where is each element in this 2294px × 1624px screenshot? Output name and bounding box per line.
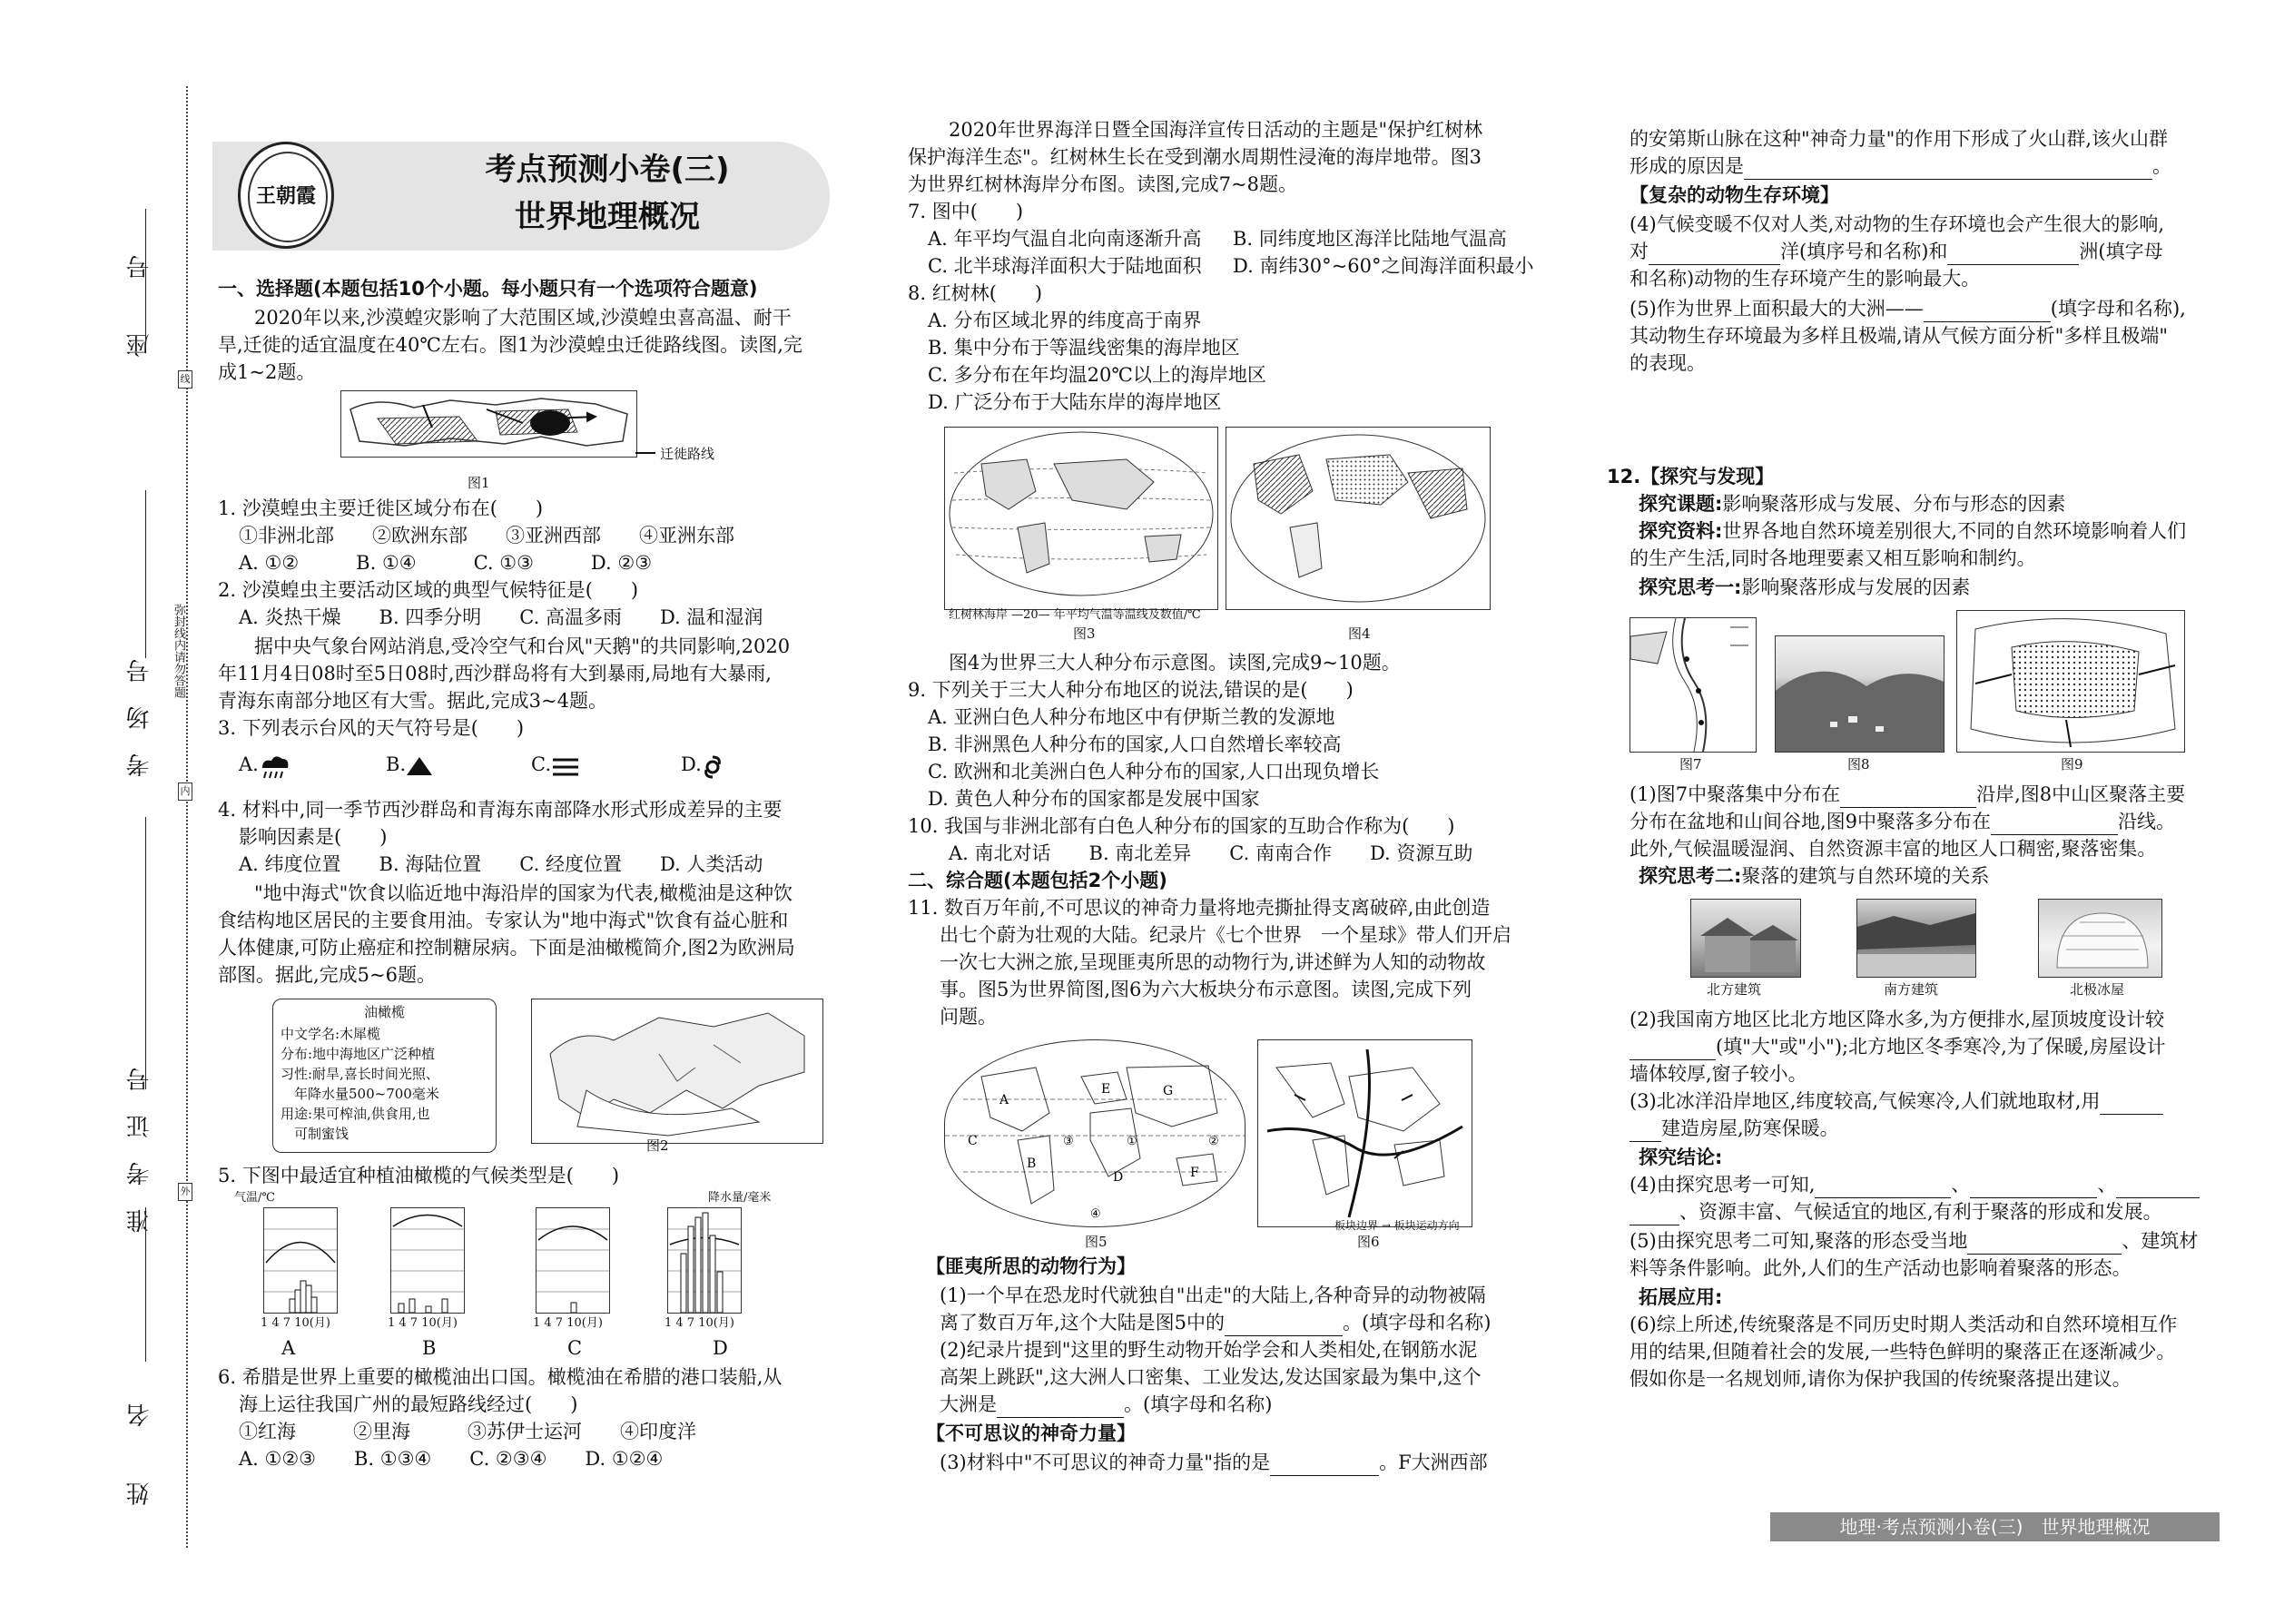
q11-part4-mid: 洋(填序号和名称)和 bbox=[1780, 241, 1948, 262]
figure-3-legend: 红树林海岸 —20— 年平均气温等温线及数值/℃ bbox=[949, 608, 1201, 622]
question-2-options[interactable]: A. 炎热干燥 B. 四季分明 C. 高温多雨 D. 温和湿润 bbox=[239, 606, 763, 628]
q11-part5-line: 其动物生存环境最为多样且极端,请从气候方面分析"多样且极端" bbox=[1629, 325, 2168, 347]
footer-bar bbox=[1770, 1512, 2220, 1541]
answer-blank-4[interactable] bbox=[1744, 159, 2152, 180]
question-4-options[interactable]: A. 纬度位置 B. 海陆位置 C. 经度位置 D. 人类活动 bbox=[239, 853, 763, 875]
question-12-heading: 12.【探究与发现】 bbox=[1607, 466, 1775, 487]
q11-part2-line: (2)纪录片提到"这里的野生动物开始学会和人类相处,在钢筋水泥 bbox=[940, 1339, 1478, 1361]
north-building-caption: 北方建筑 bbox=[1707, 981, 1762, 998]
igloo-photo bbox=[2038, 899, 2162, 978]
figure-3-mangrove-map bbox=[944, 427, 1218, 610]
figure-1-map bbox=[340, 390, 637, 458]
climate-chart-d bbox=[667, 1207, 742, 1314]
extend-label: 拓展应用: bbox=[1639, 1286, 1723, 1308]
q12-part5-line bbox=[1629, 1227, 2198, 1255]
research-material bbox=[1639, 517, 2186, 545]
olive-line: 习性:耐旱,喜长时间光照、 bbox=[281, 1066, 439, 1082]
think-two-text: 聚落的建筑与自然环境的关系 bbox=[1741, 865, 1990, 887]
answer-blank-2[interactable] bbox=[997, 1397, 1124, 1418]
answer-blank-13[interactable] bbox=[1970, 1177, 2097, 1198]
chart-d-label[interactable]: D bbox=[713, 1337, 728, 1359]
q7-option-c[interactable]: C. 北半球海洋面积大于陆地面积 bbox=[928, 255, 1202, 277]
think-one-text: 影响聚落形成与发展的因素 bbox=[1741, 576, 1971, 598]
q11-part3-suffix: 。F大洲西部 bbox=[1379, 1452, 1488, 1473]
q12-part2-text: (填"大"或"小");北方地区冬季寒冷,为了保暖,房屋设计 bbox=[1716, 1036, 2166, 1058]
research-material-cont: 的生产生活,同时各地理要素又相互影响和制约。 bbox=[1629, 547, 2036, 569]
seat-label: 座 号 bbox=[126, 231, 153, 358]
q8-option-d[interactable]: D. 广泛分布于大陆东岸的海岸地区 bbox=[928, 391, 1222, 413]
question-10-options[interactable]: A. 南北对话 B. 南北差异 C. 南南合作 D. 资源互助 bbox=[949, 842, 1473, 864]
answer-blank-5[interactable] bbox=[1649, 244, 1780, 265]
seal-warning: 弥封线内请勿答题 bbox=[172, 604, 185, 698]
exam-room-field[interactable] bbox=[145, 490, 146, 658]
q7-option-d[interactable]: D. 南纬30°~60°之间海洋面积最小 bbox=[1233, 255, 1534, 277]
q11-part2-text: 大洲是 bbox=[940, 1393, 997, 1415]
intro2-line: 年11月4日08时至5日08时,西沙群岛将有大到暴雨,局地有大暴雨, bbox=[218, 663, 772, 684]
think-one-label: 探究思考一: bbox=[1639, 576, 1742, 598]
month-axis: 1 4 7 10(月) bbox=[533, 1316, 603, 1330]
q11-part3-cont-text: 形成的原因是 bbox=[1629, 155, 1744, 177]
triangle-icon bbox=[405, 755, 434, 781]
q12-part5-text: (5)由探究思考二可知,聚落的形态受当地 bbox=[1629, 1230, 1968, 1252]
legend-line bbox=[635, 452, 655, 454]
figure-4-caption: 图4 bbox=[1348, 625, 1371, 642]
research-topic-text: 影响聚落形成与发展、分布与形态的因素 bbox=[1722, 493, 2066, 515]
q12-part1-mid: 沿岸,图8中山区聚落主要 bbox=[1976, 783, 2186, 805]
q12-part1-text2: 分布在盆地和山间谷地,图9中聚落多分布在 bbox=[1629, 811, 1992, 832]
q7-option-a[interactable]: A. 年平均气温自北向南逐渐升高 bbox=[928, 228, 1202, 250]
month-axis: 1 4 7 10(月) bbox=[261, 1316, 330, 1330]
q3-option-b-label[interactable]: B. bbox=[386, 753, 407, 775]
intro3-line: 部图。据此,完成5~6题。 bbox=[218, 964, 436, 986]
temp-axis-label: 气温/℃ bbox=[234, 1191, 275, 1205]
answer-blank-15[interactable] bbox=[1967, 1234, 2122, 1255]
name-label: 姓 名 bbox=[126, 1380, 153, 1506]
q12-part4-line bbox=[1629, 1198, 2162, 1225]
intro2-line: 据中央气象台网站消息,受冷空气和台风"天鹅"的共同影响,2020 bbox=[254, 635, 791, 657]
answer-blank-9[interactable] bbox=[1991, 814, 2118, 835]
answer-blank-14[interactable] bbox=[2116, 1177, 2200, 1198]
question-7: 7. 图中( ) bbox=[908, 201, 1024, 222]
q11-part5-text: (5)作为世界上面积最大的大洲—— bbox=[1629, 298, 1924, 320]
ticket-label: 准考证号 bbox=[126, 1044, 153, 1233]
seal-mark-2: 内 bbox=[178, 782, 192, 801]
q12-part6-line: 用的结果,但随着社会的发展,一些特色鲜明的聚落正在逐渐减少。 bbox=[1629, 1341, 2176, 1363]
svg-text:①: ① bbox=[1127, 1135, 1137, 1148]
month-axis: 1 4 7 10(月) bbox=[665, 1316, 734, 1330]
chart-a-label[interactable]: A bbox=[281, 1337, 296, 1359]
q12-part5-line: 料等条件影响。此外,人们的生产活动也影响着聚落的形态。 bbox=[1629, 1257, 2132, 1279]
svg-text:B: B bbox=[1027, 1156, 1037, 1171]
q11-part2-line: 高架上跳跃",这大洲人口密集、工业发达,发达国家最为集中,这个 bbox=[940, 1366, 1482, 1388]
q12-part1-line bbox=[1629, 808, 2175, 835]
question-6-options[interactable]: A. ①②③ B. ①③④ C. ②③④ D. ①②④ bbox=[239, 1448, 664, 1470]
q11-part5-line bbox=[1629, 295, 2186, 322]
figure-4-race-map bbox=[1226, 427, 1491, 610]
research-topic-label: 探究课题: bbox=[1639, 493, 1723, 515]
question-6: 6. 希腊是世界上重要的橄榄油出口国。橄榄油在希腊的港口装船,从 bbox=[218, 1366, 783, 1388]
question-11-line: 一次七大洲之旅,呈现匪夷所思的动物行为,讲述鲜为人知的动物故 bbox=[940, 951, 1486, 973]
figure-9-caption: 图9 bbox=[2061, 756, 2083, 773]
q12-part2-line: (2)我国南方地区比北方地区降水多,为方便排水,屋顶坡度设计较 bbox=[1629, 1009, 2165, 1030]
q11-part4-line bbox=[1629, 238, 2163, 265]
q11-part2-line bbox=[940, 1391, 1272, 1418]
q11-part5-line: 的表现。 bbox=[1629, 352, 1706, 374]
q12-part1-text: (1)图7中聚落集中分布在 bbox=[1629, 783, 1841, 805]
climate-chart-a bbox=[263, 1207, 338, 1314]
q11-part3-cont: 形成的原因是 。 bbox=[1629, 153, 2171, 180]
q9-option-d[interactable]: D. 黄色人种分布的国家都是发展中国家 bbox=[928, 788, 1260, 810]
question-3: 3. 下列表示台风的天气符号是( ) bbox=[218, 717, 525, 739]
chart-b-label[interactable]: B bbox=[422, 1337, 437, 1359]
q9-option-c[interactable]: C. 欧洲和北美洲白色人种分布的国家,人口出现负增长 bbox=[928, 761, 1380, 782]
question-4: 4. 材料中,同一季节西沙群岛和青海东南部降水形式形成差异的主要 bbox=[218, 799, 783, 821]
research-material-text: 世界各地自然环境差别很大,不同的自然环境影响着人们 bbox=[1722, 520, 2187, 542]
q11-part1-suffix: 。(填字母和名称) bbox=[1343, 1312, 1492, 1334]
name-field[interactable] bbox=[145, 1207, 146, 1362]
figure-1-legend: 迁徙路线 bbox=[660, 446, 715, 462]
question-11: 11. 数百万年前,不可思议的神奇力量将地壳撕扯得支离破碎,由此创造 bbox=[908, 897, 1491, 919]
svg-text:A: A bbox=[999, 1093, 1009, 1107]
seal-mark-3: 外 bbox=[178, 1183, 192, 1201]
rain-cloud-icon bbox=[257, 753, 293, 784]
q11-part4-end: 洲(填字母 bbox=[2079, 241, 2163, 262]
figure-3-caption: 图3 bbox=[1073, 625, 1096, 642]
fog-icon bbox=[551, 757, 580, 781]
q11-part1-line bbox=[940, 1309, 1491, 1336]
section-composite-heading: 二、综合题(本题包括2个小题) bbox=[908, 870, 1167, 891]
q12-part4-line: (4)由探究思考一可知, 、 、 bbox=[1629, 1171, 2200, 1198]
research-topic bbox=[1639, 490, 2065, 517]
q11-part1-text: 离了数百万年,这个大陆是图5中的 bbox=[940, 1312, 1226, 1334]
q7-option-b[interactable]: B. 同纬度地区海洋比陆地气温高 bbox=[1233, 228, 1507, 250]
seat-field[interactable] bbox=[145, 209, 146, 349]
climate-chart-c bbox=[536, 1207, 610, 1314]
think-two bbox=[1639, 862, 1989, 890]
q12-part1-end: 沿线。 bbox=[2118, 811, 2176, 832]
figure-1-caption: 图1 bbox=[468, 475, 490, 491]
question-9: 9. 下列关于三大人种分布地区的说法,错误的是( ) bbox=[908, 679, 1354, 701]
q11-part2-suffix: 。(填字母和名称) bbox=[1124, 1393, 1273, 1415]
figure-6-plates-map bbox=[1257, 1039, 1472, 1227]
igloo-caption: 北极冰屋 bbox=[2070, 981, 2125, 998]
answer-blank-12[interactable] bbox=[1815, 1177, 1951, 1198]
question-11-line: 事。图5为世界简图,图6为六大板块分布示意图。读图,完成下列 bbox=[940, 979, 1472, 1000]
figure-8-photo bbox=[1775, 635, 1944, 753]
q3-option-c-label[interactable]: C. bbox=[531, 753, 551, 775]
page-title: 考点预测小卷(三) bbox=[485, 152, 730, 188]
intro-mangrove: 保护海洋生态"。红树林生长在受到潮水周期性浸淹的海岸地带。图3 bbox=[908, 146, 1482, 168]
research-material-label: 探究资料: bbox=[1639, 520, 1723, 542]
answer-blank-3[interactable] bbox=[1270, 1455, 1379, 1476]
question-6-items: ①红海 ②里海 ③苏伊士运河 ④印度洋 bbox=[239, 1421, 696, 1442]
figure-6-legend: 板块边界 → 板块运动方向 bbox=[1334, 1219, 1460, 1232]
intro3-line: 人体健康,可防止癌症和控制糖尿病。下面是油橄榄简介,图2为欧洲局 bbox=[218, 937, 795, 959]
header-banner bbox=[212, 142, 830, 251]
climate-chart-b bbox=[390, 1207, 465, 1314]
q3-option-a-label[interactable]: A. bbox=[239, 753, 259, 775]
q8-option-c[interactable]: C. 多分布在年均温20℃以上的海岸地区 bbox=[928, 364, 1266, 386]
olive-line: 中文学名:木犀榄 bbox=[281, 1026, 381, 1042]
olive-info-box bbox=[272, 999, 497, 1153]
north-building-photo bbox=[1690, 899, 1801, 978]
figure-7-river-map bbox=[1629, 617, 1757, 753]
q11-part1-line: (1)一个早在恐龙时代就独自"出走"的大陆上,各种奇异的动物被隔 bbox=[940, 1284, 1486, 1306]
question-10: 10. 我国与非洲北部有白色人种分布的国家的互助合作称为( ) bbox=[908, 815, 1455, 837]
olive-line: 年降水量500~700毫米 bbox=[281, 1086, 439, 1102]
q12-part2-line bbox=[1629, 1033, 2165, 1060]
intro1-line: 旱,迁徙的适宜温度在40℃左右。图1为沙漠蝗虫迁徙路线图。读图,完 bbox=[218, 334, 802, 356]
q11-part5-suffix: (填字母和名称), bbox=[2050, 298, 2186, 320]
question-1: 1. 沙漠蝗虫主要迁徙区域分布在( ) bbox=[218, 497, 544, 519]
svg-text:④: ④ bbox=[1090, 1207, 1101, 1221]
think-two-label: 探究思考二: bbox=[1639, 865, 1742, 887]
q12-part4-text2: 、资源丰富、气候适宜的地区,有利于聚落的形成和发展。 bbox=[1679, 1201, 2162, 1223]
answer-blank-10[interactable] bbox=[1629, 1039, 1716, 1060]
figure-6-caption: 图6 bbox=[1357, 1234, 1380, 1250]
intro3-line: 食结构地区居民的主要食用油。专家认为"地中海式"饮食有益心脏和 bbox=[218, 910, 789, 931]
q11-part3-line bbox=[940, 1449, 1488, 1476]
svg-text:G: G bbox=[1163, 1084, 1174, 1098]
figure-2-europe-map bbox=[531, 999, 823, 1144]
q12-part4-text: (4)由探究思考一可知, bbox=[1629, 1174, 1816, 1196]
figure-7-caption: 图7 bbox=[1679, 756, 1702, 773]
south-building-photo bbox=[1856, 899, 1976, 978]
subheading-environment: 【复杂的动物生存环境】 bbox=[1629, 184, 1839, 206]
typhoon-icon bbox=[701, 755, 724, 782]
figure-8-caption: 图8 bbox=[1847, 756, 1870, 773]
answer-blank-1[interactable] bbox=[1225, 1315, 1343, 1336]
olive-line: 用途:果可榨油,供食用,也 bbox=[281, 1106, 430, 1122]
svg-text:F: F bbox=[1190, 1166, 1199, 1180]
intro-races: 图4为世界三大人种分布示意图。读图,完成9~10题。 bbox=[949, 652, 1401, 674]
q9-option-a[interactable]: A. 亚洲白色人种分布地区中有伊斯兰教的发源地 bbox=[928, 706, 1335, 728]
page-subtitle: 世界地理概况 bbox=[515, 199, 700, 235]
figure-9-map bbox=[1956, 610, 2185, 753]
question-6-cont: 海上运往我国广州的最短路线经过( ) bbox=[239, 1393, 578, 1415]
q8-option-b[interactable]: B. 集中分布于等温线密集的海岸地区 bbox=[928, 337, 1240, 359]
intro-mangrove: 2020年世界海洋日暨全国海洋宣传日活动的主题是"保护红树林 bbox=[949, 119, 1483, 141]
q12-part5-suffix: 、建筑材 bbox=[2122, 1230, 2199, 1252]
question-8: 8. 红树林( ) bbox=[908, 282, 1043, 304]
seal-mark-1: 线 bbox=[178, 370, 192, 389]
answer-blank-14-cont[interactable] bbox=[1629, 1205, 1679, 1225]
q11-part4-line: (4)气候变暖不仅对人类,对动物的生存环境也会产生很大的影响, bbox=[1629, 213, 2165, 235]
question-1-items: ①非洲北部 ②欧洲东部 ③亚洲西部 ④亚洲东部 bbox=[239, 525, 734, 546]
answer-blank-7[interactable] bbox=[1924, 301, 2051, 322]
olive-line: 分布:地中海地区广泛种植 bbox=[281, 1046, 436, 1062]
q11-part3-cont: 的安第斯山脉在这种"神奇力量"的作用下形成了火山群,该火山群 bbox=[1629, 128, 2168, 150]
answer-blank-6[interactable] bbox=[1947, 244, 2079, 265]
intro2-line: 青海东南部分地区有大雪。据此,完成3~4题。 bbox=[218, 690, 607, 712]
intro3-line: "地中海式"饮食以临近地中海沿岸的国家为代表,橄榄油是这种饮 bbox=[254, 882, 793, 904]
chart-c-label[interactable]: C bbox=[567, 1337, 583, 1359]
figure-2-caption: 图2 bbox=[646, 1137, 669, 1154]
question-1-options[interactable]: A. ①② B. ①④ C. ①③ D. ②③ bbox=[239, 552, 653, 574]
logo-text: 王朝霞 bbox=[255, 185, 316, 208]
answer-blank-11-cont[interactable] bbox=[1629, 1121, 1661, 1142]
question-2: 2. 沙漠蝗虫主要活动区域的典型气候特征是( ) bbox=[218, 579, 639, 601]
svg-text:C: C bbox=[968, 1134, 978, 1148]
fold-line bbox=[186, 86, 188, 1548]
figure-5-caption: 图5 bbox=[1085, 1234, 1108, 1250]
olive-title: 油橄榄 bbox=[363, 1004, 405, 1020]
conclusion-label: 探究结论: bbox=[1639, 1147, 1723, 1168]
q11-part3-text: (3)材料中"不可思议的神奇力量"指的是 bbox=[940, 1452, 1271, 1473]
q12-part3-text2: 建造房屋,防寒保暖。 bbox=[1661, 1117, 1839, 1139]
rain-axis-label: 降水量/毫米 bbox=[708, 1191, 772, 1205]
svg-text:③: ③ bbox=[1063, 1135, 1074, 1148]
q11-part4-line: 和名称)动物的生存环境产生的影响最大。 bbox=[1629, 268, 1981, 290]
q3-option-d-label[interactable]: D. bbox=[681, 753, 702, 775]
logo-seal bbox=[238, 142, 334, 249]
section-choice-heading: 一、选择题(本题包括10个小题。每小题只有一个选项符合题意) bbox=[218, 278, 758, 300]
answer-blank-8[interactable] bbox=[1840, 787, 1976, 808]
question-11-line: 出七个蔚为壮观的大陆。纪录片《七个世界 一个星球》带人们开启 bbox=[940, 924, 1511, 946]
subheading-magic-force: 【不可思议的神奇力量】 bbox=[926, 1422, 1136, 1444]
q12-part3-line bbox=[1629, 1115, 1839, 1142]
svg-text:D: D bbox=[1113, 1170, 1124, 1185]
exam-room-label: 考场号 bbox=[126, 635, 153, 777]
olive-line: 可制蜜饯 bbox=[281, 1126, 350, 1142]
q12-part1-line: 此外,气候温暖湿润、自然资源丰富的地区人口稠密,聚落密集。 bbox=[1629, 838, 2157, 860]
answer-blank-11[interactable] bbox=[2100, 1094, 2163, 1115]
intro1-line: 成1~2题。 bbox=[218, 361, 316, 383]
think-one bbox=[1639, 574, 1970, 601]
month-axis: 1 4 7 10(月) bbox=[388, 1316, 458, 1330]
q12-part6-line: 假如你是一名规划师,请你为保护我国的传统聚落提出建议。 bbox=[1629, 1368, 2132, 1390]
intro-mangrove: 为世界红树林海岸分布图。读图,完成7~8题。 bbox=[908, 173, 1297, 195]
svg-text:E: E bbox=[1101, 1082, 1111, 1097]
q8-option-a[interactable]: A. 分布区域北界的纬度高于南界 bbox=[928, 310, 1202, 331]
intro1-line: 2020年以来,沙漠蝗灾影响了大范围区域,沙漠蝗虫喜高温、耐干 bbox=[254, 307, 792, 329]
subheading-animal-behavior: 【匪夷所思的动物行为】 bbox=[926, 1255, 1136, 1277]
footer-label: 地理·考点预测小卷(三) 世界地理概况 bbox=[1839, 1516, 2151, 1538]
question-5: 5. 下图中最适宜种植油橄榄的气候类型是( ) bbox=[218, 1165, 620, 1186]
q12-part6-line: (6)综上所述,传统聚落是不同历史时期人类活动和自然环境相互作 bbox=[1629, 1314, 2178, 1335]
south-building-caption: 南方建筑 bbox=[1884, 981, 1939, 998]
ticket-field[interactable] bbox=[145, 817, 146, 1089]
q9-option-b[interactable]: B. 非洲黑色人种分布的国家,人口自然增长率较高 bbox=[928, 733, 1342, 755]
q12-part3-line bbox=[1629, 1088, 2163, 1115]
svg-text:②: ② bbox=[1208, 1135, 1219, 1148]
figure-5-world-map bbox=[944, 1039, 1245, 1227]
question-11-line: 问题。 bbox=[940, 1006, 997, 1028]
q12-part2-line: 墙体较厚,窗子较小。 bbox=[1629, 1063, 1807, 1085]
q11-part4-text: 对 bbox=[1629, 241, 1649, 262]
question-4-cont: 影响因素是( ) bbox=[239, 826, 388, 848]
q12-part3-text: (3)北冰洋沿岸地区,纬度较高,气候寒冷,人们就地取材,用 bbox=[1629, 1090, 2101, 1112]
q12-part1-line bbox=[1629, 781, 2185, 808]
